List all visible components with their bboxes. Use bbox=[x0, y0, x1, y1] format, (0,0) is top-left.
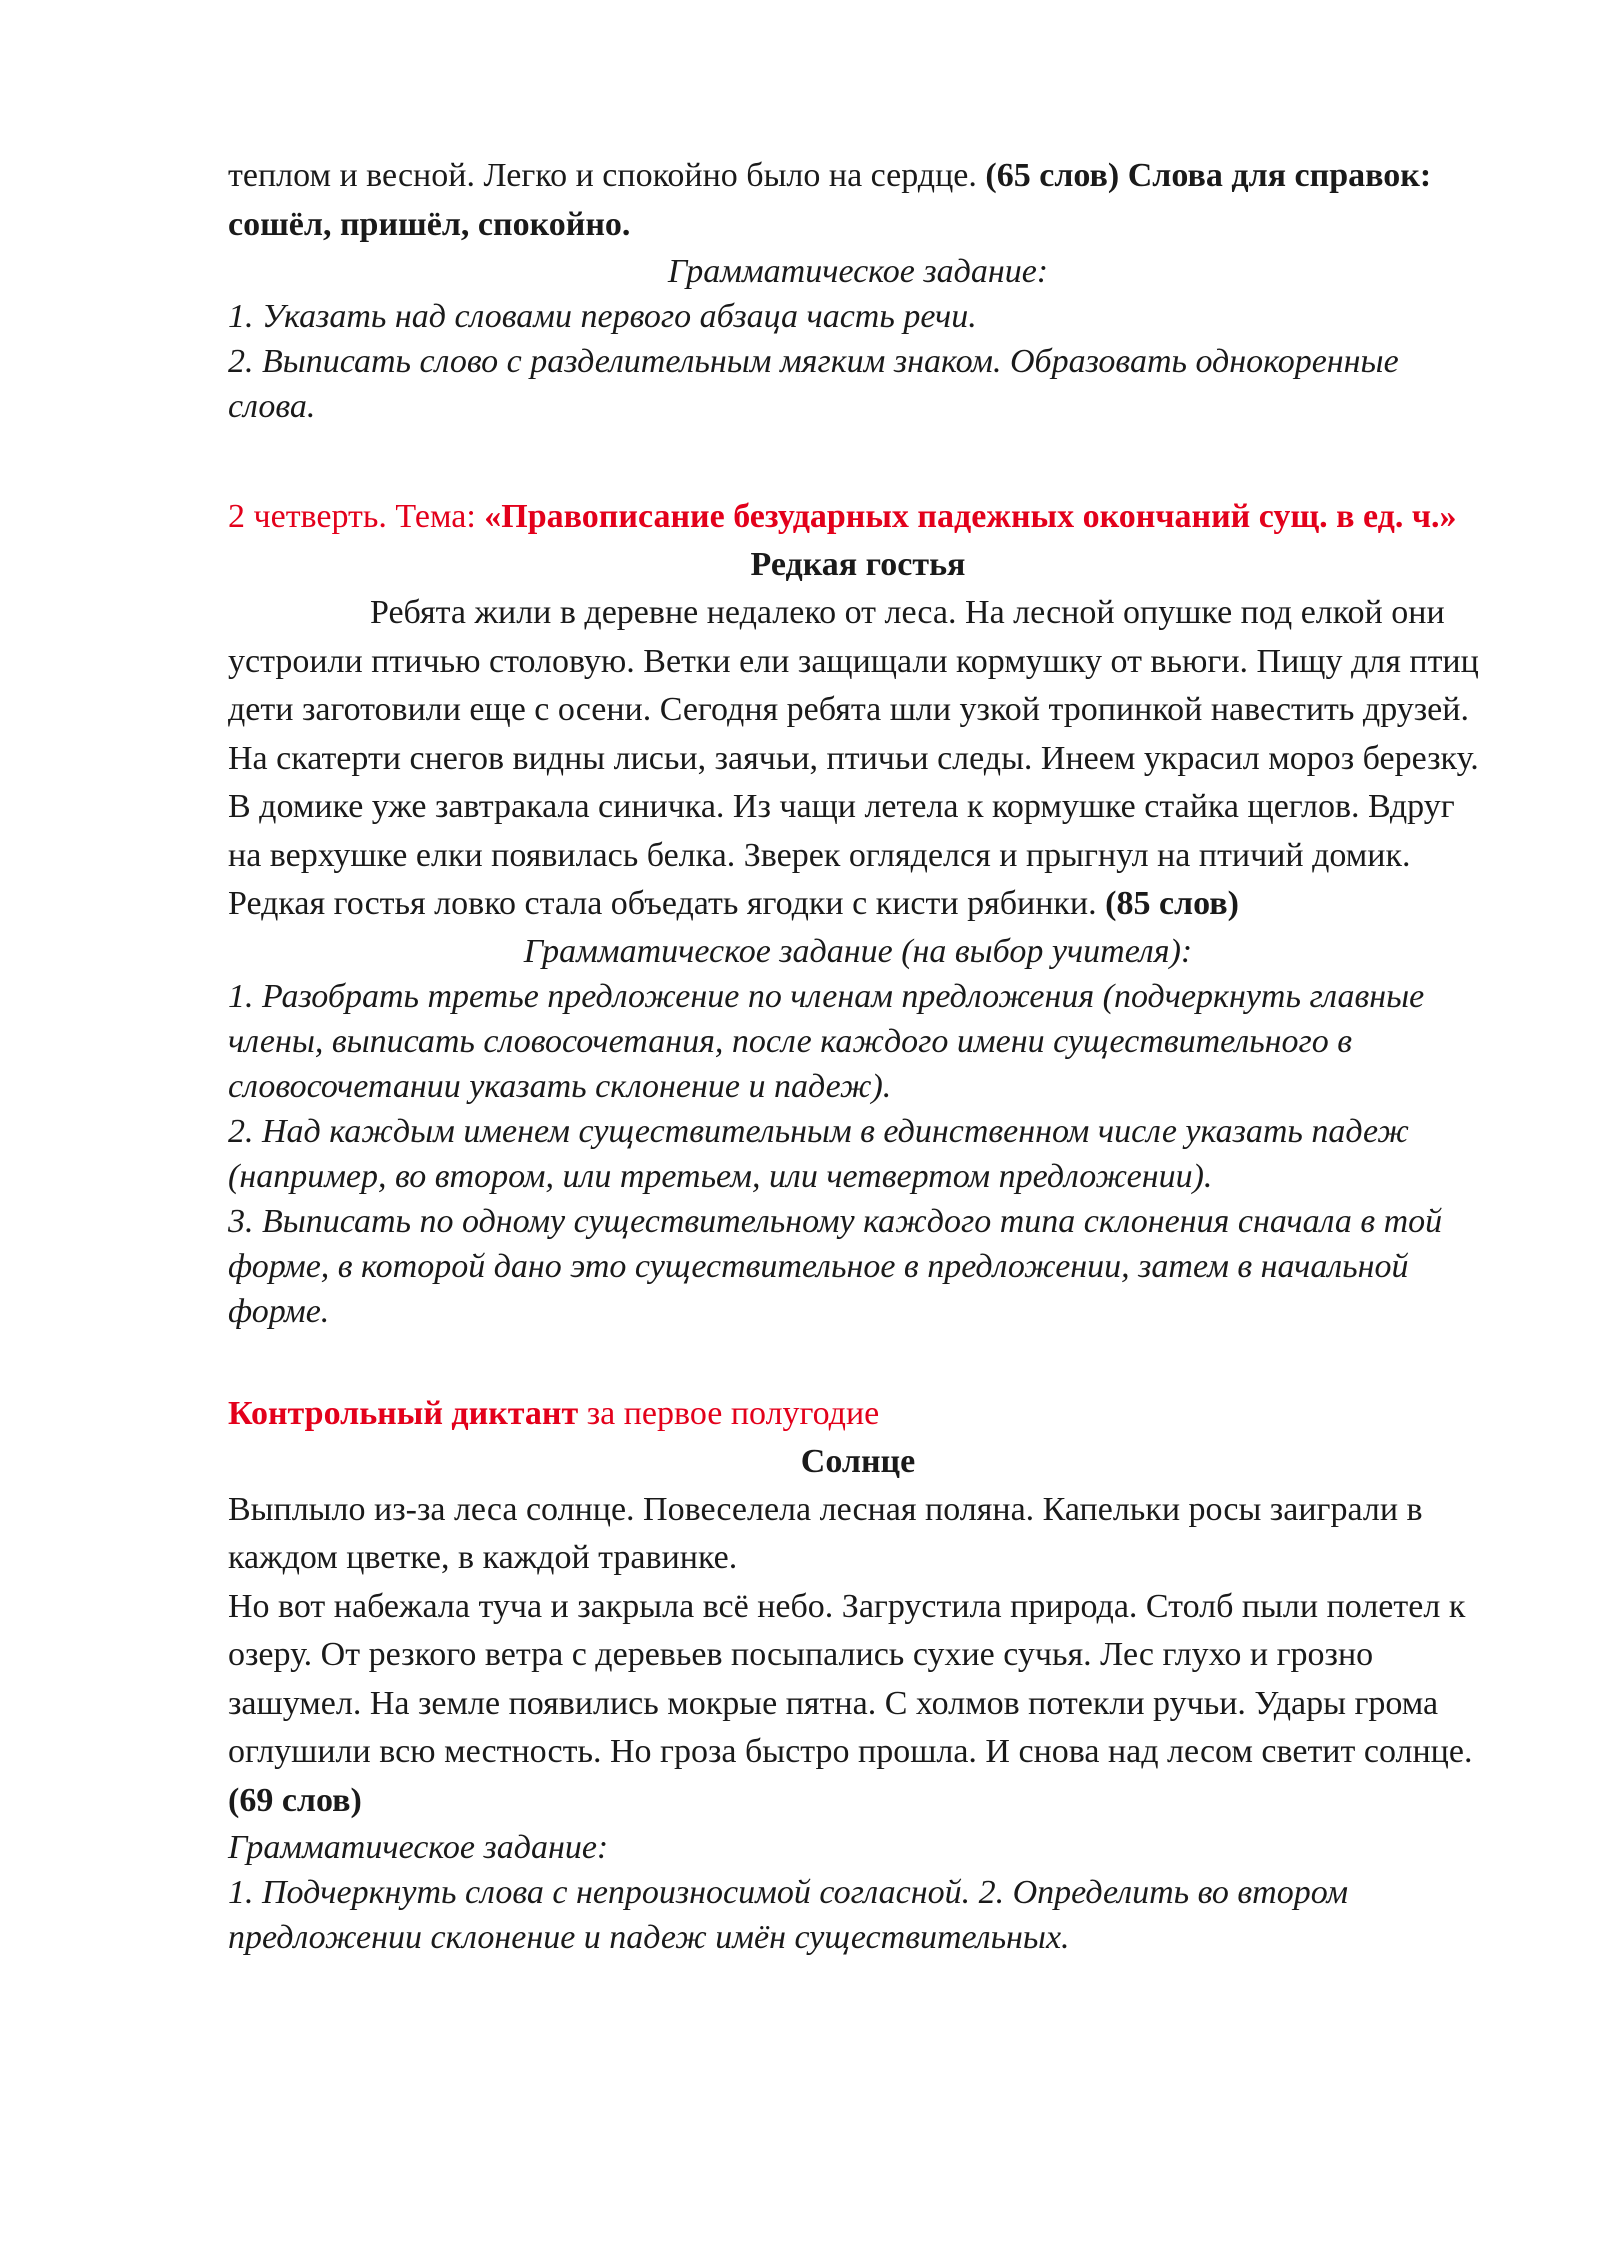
grammar-task-item: 3. Выписать по одному существительному каждого типа склонения сначала в той форме, в которой дано это существительное в предложении, затем в начальной форме. bbox=[228, 1202, 1443, 1330]
quarter-topic-title: «Правописание безударных падежных окончаний сущ. в ед. ч.» bbox=[484, 498, 1457, 535]
dictation-text bbox=[228, 589, 1488, 929]
dictation-text-end: теплом и весной. Легко и спокойно было на сердце. bbox=[228, 157, 986, 194]
dictation-title: Солнце bbox=[800, 1442, 916, 1480]
grammar-task-item: 2. Над каждым именем существительным в единственном числе указать падеж (например, во втором, или третьем, или четвертом предложении). bbox=[228, 1112, 1409, 1195]
word-count: (85 слов) bbox=[1105, 885, 1239, 922]
grammar-task-heading: Грамматическое задание: bbox=[228, 1829, 609, 1866]
document-page bbox=[228, 152, 1488, 1960]
control-dictation-period: за первое полугодие bbox=[578, 1394, 880, 1432]
word-count: (65 слов) bbox=[985, 157, 1120, 194]
dictation-body: Но вот набежала туча и закрыла всё небо. Загрустила природа. Столб пыли полетел к озеру. От резкого ветра с деревьев посыпались сухие сучья. Лес глухо и грозно зашумел. На земле появились мокрые пятна. С холмов потекли ручьи. Удары грома оглушили всю местность. Но гроза быстро прошла. И снова над лесом светит солнце. bbox=[228, 1587, 1473, 1770]
reference-words: Слова для справок: сошёл, пришёл, спокойно. bbox=[228, 157, 1432, 243]
control-dictation-label: Контрольный диктант bbox=[228, 1394, 579, 1432]
grammar-task-item: 1. Разобрать третье предложение по членам предложения (подчеркнуть главные члены, выписать словосочетания, после каждого имени существительного в словосочетании указать склонение и падеж). bbox=[228, 977, 1425, 1105]
dictation-ending bbox=[228, 152, 1488, 249]
grammar-task-item: 1. Подчеркнуть слова с непроизносимой согласной. 2. Определить во втором предложении склонение и падеж имён существительных. bbox=[228, 1874, 1349, 1956]
control-dictation-heading bbox=[228, 1390, 1488, 1438]
word-count: (69 слов) bbox=[228, 1781, 362, 1819]
quarter-topic-heading bbox=[228, 493, 1488, 541]
grammar-task-heading: Грамматическое задание: bbox=[667, 253, 1049, 290]
dictation-body: Ребята жили в деревне недалеко от леса. На лесной опушке под елкой они устроили птичью столовую. Ветки ели защищали кормушку от вьюги. Пищу для птиц дети заготовили еще с осени. Сегодня ребята шли узкой тропинкой навестить друзей. На скатерти снегов видны лисьи, заячьи, птичьи следы. Инеем украсил мороз березку. В домике уже завтракала синичка. Из чащи летела к кормушке стайка щеглов. Вдруг на верхушке елки появилась белка. Зверек огляделся и прыгнул на птичий домик. Редкая гостья ловко стала объедать ягодки с кисти рябинки. bbox=[228, 594, 1479, 922]
grammar-task-heading: Грамматическое задание (на выбор учителя): bbox=[523, 932, 1193, 970]
dictation-paragraph bbox=[228, 1583, 1488, 1826]
grammar-task-item: 1. Указать над словами первого абзаца часть речи. bbox=[228, 298, 977, 335]
dictation-title: Редкая гостья bbox=[750, 546, 966, 583]
dictation-paragraph: Выплыло из-за леса солнце. Повеселела лесная поляна. Капельки росы заиграли в каждом цветке, в каждой травинке. bbox=[228, 1490, 1423, 1576]
grammar-task-item: 2. Выписать слово с разделительным мягким знаком. Образовать однокоренные слова. bbox=[228, 343, 1399, 425]
quarter-topic-prefix: 2 четверть. Тема: bbox=[228, 498, 485, 535]
